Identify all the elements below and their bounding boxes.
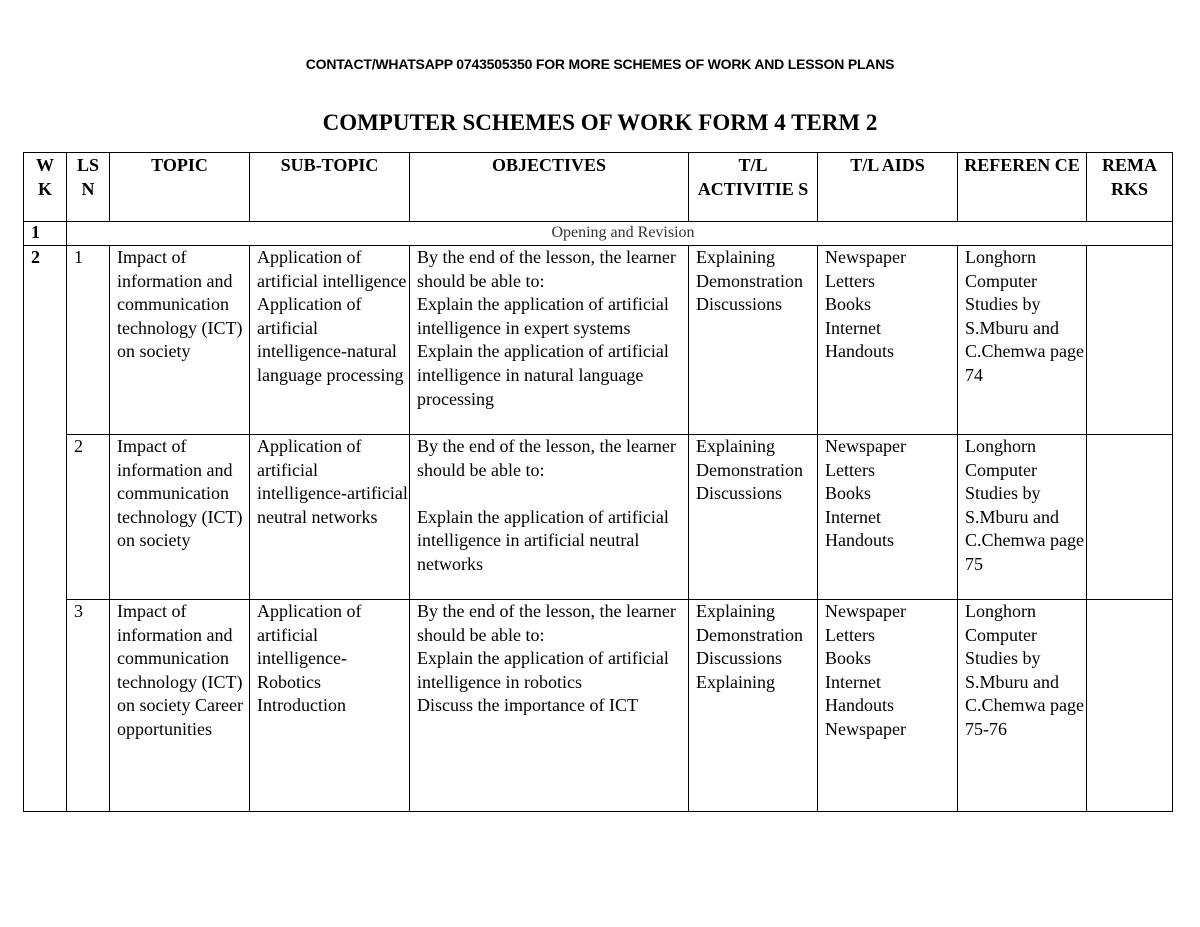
objective-line: By the end of the lesson, the learner should be able to:	[417, 436, 676, 480]
activity-item: Demonstration	[696, 624, 803, 645]
activity-item: Demonstration	[696, 270, 803, 291]
activities-cell	[689, 435, 818, 600]
reference-cell: Longhorn Computer Studies by S.Mburu and C.Chemwa page 75-76	[958, 600, 1087, 812]
aid-item: Newspaper	[825, 436, 906, 456]
reference-cell: Longhorn Computer Studies by S.Mburu and C.Chemwa page 75	[958, 435, 1087, 600]
column-header-topic: TOPIC	[110, 153, 250, 222]
objectives-cell	[410, 435, 689, 600]
week-number: 2	[24, 246, 67, 812]
activity-item: Explaining	[696, 601, 775, 621]
aid-item: Letters	[825, 624, 875, 645]
objective-line: By the end of the lesson, the learner should be able to:	[417, 247, 676, 291]
aid-item: Newspaper	[825, 601, 906, 621]
topic-cell: Impact of information and communication technology (ICT) on society	[110, 246, 250, 435]
subtopic-cell: Application of artificial intelligence Application of artificial intelligence-natural language processing	[250, 246, 410, 435]
contact-banner: CONTACT/WHATSAPP 0743505350 FOR MORE SCHEMES OF WORK AND LESSON PLANS	[305, 56, 895, 72]
aid-item: Internet	[825, 506, 881, 527]
objective-line: Explain the application of artificial intelligence in natural language processing	[417, 341, 669, 409]
remarks-cell	[1087, 600, 1173, 812]
scheme-of-work-table	[23, 152, 1173, 812]
objectives-cell	[410, 600, 689, 812]
aid-item: Letters	[825, 270, 875, 291]
objective-line: Discuss the importance of ICT	[417, 695, 638, 716]
table-row	[24, 600, 1173, 812]
aid-item: Handouts	[825, 530, 894, 551]
reference-cell: Longhorn Computer Studies by S.Mburu and C.Chemwa page 74	[958, 246, 1087, 435]
aid-item: Letters	[825, 459, 875, 480]
activity-item: Demonstration	[696, 459, 803, 480]
lesson-number: 1	[67, 246, 110, 435]
activity-item: Explaining	[696, 436, 775, 456]
aids-cell	[818, 435, 958, 600]
table-row	[24, 246, 1173, 435]
objective-line: Explain the application of artificial intelligence in robotics	[417, 648, 669, 692]
aid-item: Books	[825, 483, 872, 504]
objective-line: Explain the application of artificial intelligence in expert systems	[417, 294, 669, 338]
column-header-remarks: REMA RKS	[1087, 153, 1173, 222]
aid-item: Books	[825, 648, 872, 669]
column-header-activities: T/L ACTIVITIE S	[689, 153, 818, 222]
aid-item: Books	[825, 294, 872, 315]
activity-item: Discussions	[696, 294, 783, 315]
column-header-aids: T/L AIDS	[818, 153, 958, 222]
table-row	[24, 435, 1173, 600]
aid-item: Handouts	[825, 695, 894, 716]
column-header-objectives: OBJECTIVES	[410, 153, 689, 222]
column-header-lesson: LS N	[67, 153, 110, 222]
column-header-reference: REFEREN CE	[958, 153, 1087, 222]
remarks-cell	[1087, 435, 1173, 600]
activities-cell	[689, 246, 818, 435]
table-header-row	[24, 153, 1173, 222]
aid-item: Internet	[825, 317, 881, 338]
activity-item: Explaining	[696, 671, 775, 692]
aid-item: Handouts	[825, 341, 894, 362]
aid-item: Newspaper	[825, 247, 906, 267]
topic-cell: Impact of information and communication technology (ICT) on society Career opportunities	[110, 600, 250, 812]
opening-revision-row	[24, 222, 1173, 246]
activity-item: Discussions	[696, 648, 783, 669]
column-header-week: W K	[24, 153, 67, 222]
objective-line: By the end of the lesson, the learner should be able to:	[417, 601, 676, 645]
activity-item: Explaining	[696, 247, 775, 267]
column-header-subtopic: SUB-TOPIC	[250, 153, 410, 222]
subtopic-cell: Application of artificial intelligence-artificial neutral networks	[250, 435, 410, 600]
aid-item: Newspaper	[825, 718, 906, 739]
opening-revision-text: Opening and Revision	[67, 222, 1173, 246]
lesson-number: 2	[67, 435, 110, 600]
activities-cell	[689, 600, 818, 812]
objective-line: Explain the application of artificial intelligence in artificial neutral networks	[417, 506, 669, 574]
week-number: 1	[24, 222, 67, 246]
objectives-cell	[410, 246, 689, 435]
objective-spacer	[417, 482, 688, 506]
activity-item: Discussions	[696, 483, 783, 504]
aids-cell	[818, 246, 958, 435]
lesson-number: 3	[67, 600, 110, 812]
subtopic-cell: Application of artificial intelligence-Robotics Introduction	[250, 600, 410, 812]
aid-item: Internet	[825, 671, 881, 692]
document-title: COMPUTER SCHEMES OF WORK FORM 4 TERM 2	[322, 110, 878, 135]
aids-cell	[818, 600, 958, 812]
remarks-cell	[1087, 246, 1173, 435]
topic-cell: Impact of information and communication technology (ICT) on society	[110, 435, 250, 600]
